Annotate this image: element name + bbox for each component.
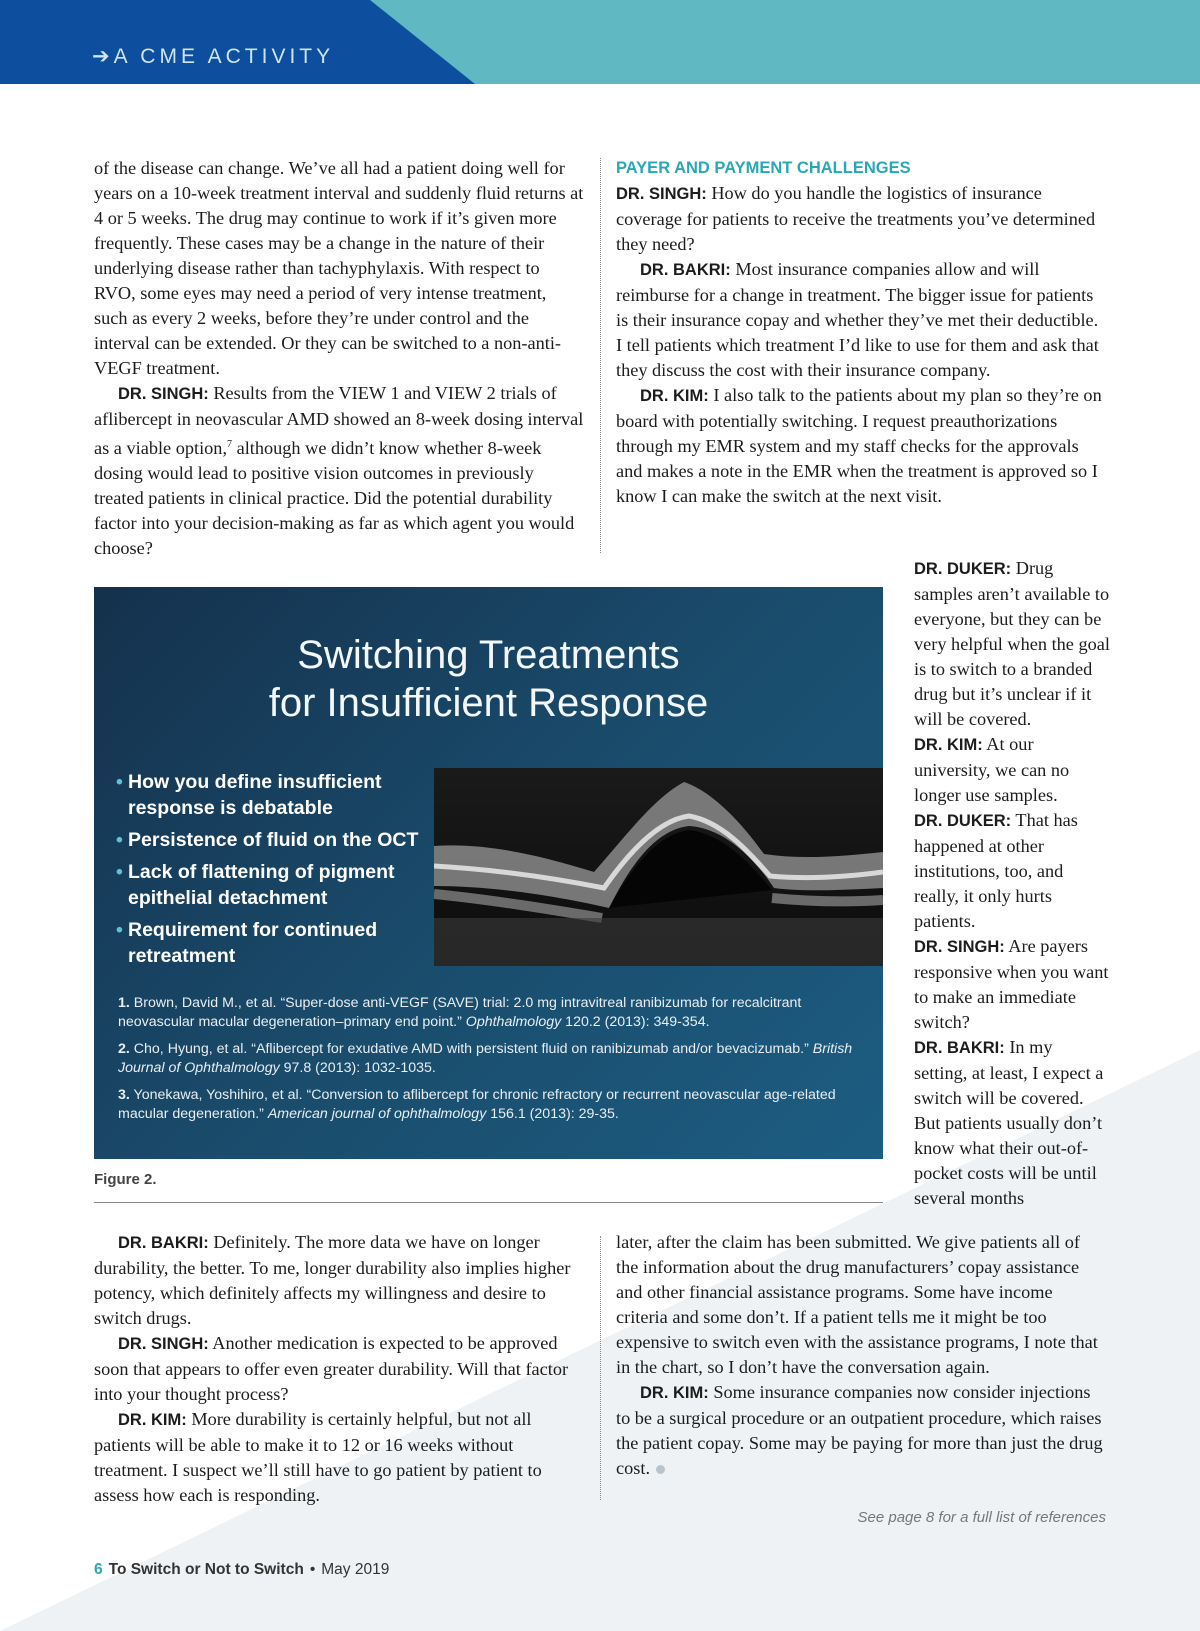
figure-reference: 3. Yonekawa, Yoshihiro, et al. “Conversion to aflibercept for chronic refractory or recurrent neovascular age-related macular degeneration.” American journal of ophthalmology 156.1 (2013): 29-35. xyxy=(118,1087,836,1122)
speaker-label: DR. BAKRI: xyxy=(914,1039,1005,1057)
figure-references xyxy=(118,994,858,1132)
figure-bullet: • Persistence of fluid on the OCT xyxy=(116,827,426,853)
speaker-label: DR. DUKER: xyxy=(914,560,1012,578)
right-column-bottom xyxy=(616,1230,1106,1481)
speaker-label: DR. KIM: xyxy=(914,736,983,754)
paragraph: DR. SINGH: How do you handle the logistics of insurance coverage for patients to receive the treatments you’ve determined they need? xyxy=(616,183,1096,254)
publication-title: To Switch or Not to Switch xyxy=(108,1561,304,1578)
figure-rule xyxy=(94,1202,883,1203)
column-divider-top xyxy=(600,158,601,553)
speaker-label: DR. KIM: xyxy=(640,387,709,405)
paragraph: DR. DUKER: That has happened at other institutions, too, and really, it only hurts patients. xyxy=(914,810,1078,931)
page-number: 6 xyxy=(94,1561,103,1578)
paragraph: DR. SINGH: Are payers responsive when you want to make an immediate switch? xyxy=(914,936,1109,1032)
left-column-bottom xyxy=(94,1230,584,1508)
separator: • xyxy=(309,1561,316,1578)
speaker-label: DR. SINGH: xyxy=(914,938,1005,956)
publication-date: May 2019 xyxy=(321,1561,390,1578)
speaker-label: DR. BAKRI: xyxy=(118,1234,209,1252)
end-mark-icon xyxy=(656,1465,665,1474)
speaker-label: DR. SINGH: xyxy=(118,1335,209,1353)
paragraph: later, after the claim has been submitted. We give patients all of the information about the drug manufacturers’ copay assistance and other financial assistance programs. Some have income criteria and some don’t. If a patient tells me it might be too expensive to switch even with the assistance programs, I note that in the chart, so I don’t have the conversation again. xyxy=(616,1232,1098,1377)
paragraph: DR. KIM: I also talk to the patients about my plan so they’re on board with potentially switching. I request preauthorizations through my EMR system and my staff checks for the approvals and makes a note in the EMR when the treatment is approved so I know I can make the switch at the next visit. xyxy=(616,385,1102,506)
figure-reference: 2. Cho, Hyung, et al. “Aflibercept for exudative AMD with persistent fluid on ranibizumab and/or bevacizumab.” British Journal of Ophthalmology 97.8 (2013): 1032-1035. xyxy=(118,1041,853,1076)
paragraph: DR. KIM: At our university, we can no longer use samples. xyxy=(914,734,1070,805)
paragraph: DR. SINGH: Results from the VIEW 1 and VIEW 2 trials of aflibercept in neovascular AMD showed an 8-week dosing interval as a viable option,$^7$ although we didn’t know whether 8-week dosing would lead to positive vision outcomes in previously treated patients in clinical practice. Did the potential durability factor into your decision-making as far as which agent you would choose? xyxy=(94,383,584,559)
speaker-label: DR. BAKRI: xyxy=(640,261,731,279)
figure-bullet: • Lack of flattening of pigment epithelial detachment xyxy=(116,859,426,911)
figure-bullet-list xyxy=(116,769,426,975)
oct-scan-image xyxy=(434,768,883,966)
speaker-label: DR. SINGH: xyxy=(616,185,707,203)
figure-title: Switching Treatments for Insufficient Response xyxy=(268,633,709,725)
right-column-top xyxy=(616,156,1106,509)
column-divider-bottom xyxy=(600,1236,601,1500)
arrow-icon: ➔ xyxy=(92,45,114,68)
header-banner xyxy=(0,0,1200,84)
paragraph: DR. DUKER: Drug samples aren’t available to everyone, but they can be very helpful when the goal is to switch to a branded drug but it’s unclear if it will be covered. xyxy=(914,558,1110,729)
header-text: A CME ACTIVITY xyxy=(113,45,335,68)
paragraph: DR. BAKRI: Most insurance companies allow and will reimburse for a change in treatment. The bigger issue for patients is their insurance copay and whether they’ve met their deductible. I tell patients which treatment I’d like to use for them and ask that they discuss the cost with their insurance company. xyxy=(616,259,1099,380)
citation-superscript: 7 xyxy=(227,439,233,450)
section-subhead: PAYER AND PAYMENT CHALLENGES xyxy=(616,159,911,177)
paragraph: DR. SINGH: Another medication is expected to be approved soon that appears to offer even greater durability. Will that factor into your thought process? xyxy=(94,1333,569,1404)
figure-bullet: • Requirement for continued retreatment xyxy=(116,917,426,969)
left-column-top xyxy=(94,156,584,561)
speaker-label: DR. KIM: xyxy=(640,1384,709,1402)
paragraph: DR. KIM: More durability is certainly helpful, but not all patients will be able to make it to 12 or 16 weeks without treatment. I suspect we’ll still have to go patient by patient to assess how each is responding. xyxy=(94,1409,542,1505)
figure-reference: 1. Brown, David M., et al. “Super-dose anti-VEGF (SAVE) trial: 2.0 mg intravitreal ranibizumab for recalcitrant neovascular macular degeneration–primary end point.” Ophthalmology 120.2 (2013): 349-354. xyxy=(118,995,802,1030)
header-label xyxy=(92,44,334,69)
paragraph: DR. BAKRI: In my setting, at least, I expect a switch will be covered. But patients usually don’t know what their out-of-pocket costs will be until several months xyxy=(914,1037,1104,1208)
sidebar-column xyxy=(914,556,1110,1211)
figure-panel xyxy=(94,587,883,1159)
figure-caption: Figure 2. xyxy=(94,1171,157,1188)
speaker-label: DR. DUKER: xyxy=(914,812,1012,830)
speaker-label: DR. KIM: xyxy=(118,1411,187,1429)
see-references-note: See page 8 for a full list of references xyxy=(857,1509,1106,1526)
paragraph: DR. KIM: Some insurance companies now consider injections to be a surgical procedure or an outpatient procedure, which raises the patient copay. Some may be paying for more than just the drug cost. xyxy=(616,1382,1103,1478)
paragraph: of the disease can change. We’ve all had a patient doing well for years on a 10-week treatment interval and suddenly fluid returns at 4 or 5 weeks. The drug may continue to work if it’s given more frequently. These cases may be a change in the nature of their underlying disease rather than tachyphylaxis. With respect to RVO, some eyes may need a period of very intense treatment, such as every 2 weeks, before they’re under control and the interval can be extended. Or they can be switched to a non-anti-VEGF treatment. xyxy=(94,158,584,378)
speaker-label: DR. SINGH: xyxy=(118,385,209,403)
page-footer xyxy=(94,1561,389,1579)
figure-bullet: • How you define insufficient response is debatable xyxy=(116,769,426,821)
paragraph: DR. BAKRI: Definitely. The more data we have on longer durability, the better. To me, longer durability also implies higher potency, which definitely affects my willingness and desire to switch drugs. xyxy=(94,1232,571,1328)
